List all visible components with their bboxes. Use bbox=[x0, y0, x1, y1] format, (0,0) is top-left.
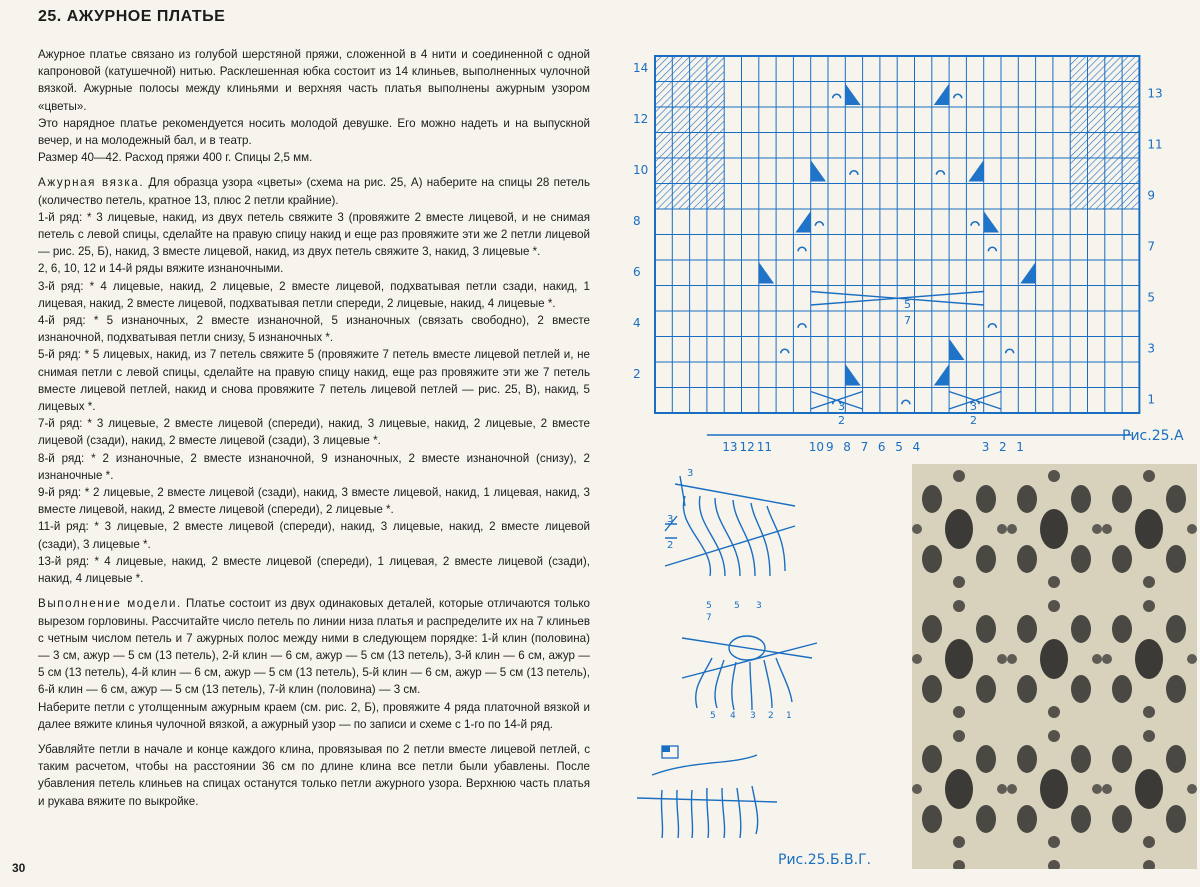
bottom-stitch-number: 1 bbox=[1016, 440, 1024, 454]
bottom-stitch-number: 9 bbox=[826, 440, 834, 454]
decrease-symbol bbox=[795, 211, 810, 233]
model-text: Платье состоит из двух одинаковых деталей, которые отличаются только вырезом горловины. Рассчитайте число петель по линии низа платья и распределите их на 7 клиньев с четным числом петель и 7 ажурных полос между ними в следующем порядке: 1-й клин (половина) — 3 см, ажур — 5 см (13 петель), 2-й клин — 6 см, ажур — 5 см (13 петель), 3-й клин — 6 см, ажур — 5 см (13 петель), 4-й клин — 6 см, ажур — 5 см (13 петель), 5-й клин — 6 см, ажур — 5 см (13 петель), 6-й клин — 6 см, ажур — 5 см (13 петель), 7-й клин (половина) — 3 см. bbox=[38, 597, 590, 697]
yarn-over-symbol bbox=[988, 324, 996, 328]
recommend-paragraph: Это нарядное платье рекомендуется носить молодой девушке. Его можно надеть и на выпускной вечер, и на молодежный бал, и в театр. bbox=[38, 116, 590, 148]
row-8: 8-й ряд: * 2 изнаночные, 2 вместе изнаночной, 9 изнаночных, 2 вместе изнаночной (снизу), 2 изнаночные *. bbox=[38, 451, 590, 482]
figure-g-diagram bbox=[632, 740, 782, 840]
bottom-stitch-number: 7 bbox=[860, 440, 869, 454]
bottom-stitch-number: 4 bbox=[912, 440, 921, 454]
decrease-symbol bbox=[934, 84, 949, 106]
fig-v-bottom-label-4: 2 bbox=[768, 711, 774, 720]
left-row-number: 12 bbox=[633, 112, 649, 126]
chart-grid bbox=[655, 56, 1139, 413]
decrease-symbol bbox=[1020, 262, 1035, 284]
row-even: 2, 6, 10, 12 и 14-й ряды вяжите изнаночными. bbox=[38, 262, 284, 276]
cross-label-row1-right-bottom: 2 bbox=[970, 414, 977, 427]
cross-label-row5-top: 5 bbox=[904, 298, 911, 311]
decrease-symbol bbox=[934, 364, 949, 386]
decrease-symbol bbox=[845, 364, 860, 386]
left-row-number: 14 bbox=[633, 61, 649, 75]
fig-v-top-label-1: 5 bbox=[706, 601, 712, 611]
figure-b-diagram bbox=[655, 466, 805, 586]
row-4: 4-й ряд: * 5 изнаночных, 2 вместе изнаночной, 5 изнаночных (связать свободно), 2 вместе изнаночной, подхватывая петли снизу, 5 изнаночных *. bbox=[38, 314, 590, 345]
fig-v-top-label-2: 7 bbox=[706, 613, 712, 623]
yarn-over-symbol bbox=[815, 222, 823, 226]
right-row-number: 7 bbox=[1147, 239, 1156, 254]
model-paragraph bbox=[38, 595, 590, 698]
decrease-symbol bbox=[968, 160, 983, 182]
yarn-over-symbol bbox=[798, 247, 806, 251]
yarn-over-symbol bbox=[936, 171, 944, 175]
row-9: 9-й ряд: * 2 лицевые, 2 вместе лицевой (сзади), накид, 3 вместе лицевой, накид, 1 лицевая, накид, 3 вместе лицевой, накид, 2 вместе лицевой (спереди), 2 лицевые *. bbox=[38, 486, 590, 517]
fig-b-label-1: 3 bbox=[687, 468, 694, 479]
bottom-stitch-number: 12 bbox=[739, 440, 755, 454]
yarn-over-symbol bbox=[833, 94, 841, 98]
page-number: 30 bbox=[12, 861, 26, 875]
fig-v-bottom-label-5: 1 bbox=[786, 711, 792, 720]
yarn-over-symbol bbox=[902, 400, 910, 404]
right-row-number: 9 bbox=[1147, 188, 1156, 203]
bottom-stitch-number: 10 bbox=[808, 440, 824, 454]
right-row-number: 13 bbox=[1147, 86, 1163, 101]
yarn-over-symbol bbox=[1006, 349, 1014, 353]
lace-intro: Для образца узора «цветы» (схема на рис. 25, А) наберите на спицы 28 петель (количество петель, кратное 13, плюс 2 петли крайние). bbox=[38, 176, 590, 207]
yarn-over-symbol bbox=[954, 94, 962, 98]
fig-v-top-label-3: 5 bbox=[734, 601, 740, 611]
yarn-over-symbol bbox=[850, 171, 858, 175]
model-heading: Выполнение модели. bbox=[38, 597, 182, 611]
cast-on-paragraph: Наберите петли с утолщенным ажурным краем (см. рис. 2, Б), провяжите 4 ряда платочной вязкой и далее вяжите клинья чулочной вязкой, а ажурный узор — по записи и схеме с 1-го по 14-й ряд. bbox=[38, 700, 590, 731]
row-7: 7-й ряд: * 3 лицевые, 2 вместе лицевой (спереди), накид, 3 лицевые, накид, 2 лицевые, 2 вместе лицевой (сзади), накид, 2 вместе лицевой (сзади), 3 лицевые *. bbox=[38, 417, 590, 448]
right-row-number: 1 bbox=[1147, 392, 1156, 407]
bottom-stitch-number: 2 bbox=[999, 440, 1007, 454]
fig-v-bottom-label-3: 3 bbox=[750, 711, 756, 720]
yarn-over-symbol bbox=[798, 324, 806, 328]
yarn-over-symbol bbox=[781, 349, 789, 353]
left-row-number: 8 bbox=[633, 214, 641, 228]
fig-g-fill-icon bbox=[662, 746, 670, 752]
right-row-number: 11 bbox=[1147, 137, 1163, 152]
fig-v-bottom-label-2: 4 bbox=[730, 711, 736, 720]
decrease-paragraph: Убавляйте петли в начале и конце каждого клина, провязывая по 2 петли вместе лицевой петлей, с таким расчетом, чтобы на расстоянии 36 см по длине клина все петли были убавлены. После убавления петель клиньев на спицах останутся только петли ажурного узора. Верхнюю часть платья и рукава вяжите по выкройке. bbox=[38, 742, 590, 808]
figures-caption: Рис.25.Б.В.Г. bbox=[778, 852, 872, 868]
lace-heading: Ажурная вязка. bbox=[38, 176, 145, 190]
lace-sample-photo bbox=[912, 464, 1197, 869]
intro-paragraph: Ажурное платье связано из голубой шерстяной пряжи, сложенной в 4 нити и соединенной с одной капроновой (катушечной) нитью. Расклешенная юбка состоит из 14 клиньев, выполненных чулочной вязкой. Ажурные полосы между клиньями и верхняя часть платья выполнены ажурным узором «цветы». bbox=[38, 48, 590, 113]
cross-label-row1-right-top: 3 bbox=[970, 400, 977, 413]
row-11: 11-й ряд: * 3 лицевые, 2 вместе лицевой (спереди), накид, 3 лицевые, накид, 2 вместе лицевой (сзади), 3 лицевые *. bbox=[38, 520, 590, 551]
fig-v-top-label-4: 3 bbox=[756, 601, 762, 611]
page-title: 25. АЖУРНОЕ ПЛАТЬЕ bbox=[38, 8, 226, 25]
row-3: 3-й ряд: * 4 лицевые, накид, 2 лицевые, 2 вместе лицевой, подхватывая петли сзади, накид, 1 лицевая, накид, 2 вместе лицевой, подхватывая петли спереди, 2 лицевые, накид, 4 лицевые *. bbox=[38, 279, 590, 310]
fig-b-label-3: 2 bbox=[667, 540, 674, 551]
knitting-chart bbox=[620, 48, 1180, 458]
left-row-number: 2 bbox=[633, 367, 641, 381]
left-row-number: 6 bbox=[633, 265, 641, 279]
cross-label-row1-left-top: 3 bbox=[838, 400, 845, 413]
chart-right-row-numbers bbox=[1147, 87, 1162, 407]
size-paragraph: Размер 40—42. Расход пряжи 400 г. Спицы 2,5 мм. bbox=[38, 151, 313, 165]
chart-bottom-stitch-numbers bbox=[707, 435, 1132, 454]
bottom-stitch-number: 5 bbox=[895, 440, 903, 454]
lace-intro-paragraph bbox=[38, 174, 590, 208]
bottom-stitch-number: 3 bbox=[981, 440, 990, 454]
cross-3-from-2-left-symbol bbox=[811, 392, 863, 410]
fig-b-label-2: 3 bbox=[667, 514, 674, 525]
decrease-symbol bbox=[949, 339, 964, 361]
row-1: 1-й ряд: * 3 лицевые, накид, из двух петель свяжите 3 (провяжите 2 вместе лицевой, и не снимая петель с левой спицы, сделайте на правую спицу накид и еще раз провяжите эти же 2 петли лицевой — рис. 25, Б), накид, 3 вместе лицевой, накид, из двух петель свяжите 3, накид, 3 лицевые *. bbox=[38, 210, 590, 259]
left-row-number: 4 bbox=[633, 316, 641, 330]
right-row-number: 3 bbox=[1147, 341, 1156, 356]
chart-left-row-numbers bbox=[633, 61, 648, 381]
figure-v-diagram bbox=[672, 598, 822, 720]
bottom-stitch-number: 11 bbox=[756, 440, 773, 454]
right-row-number: 5 bbox=[1147, 290, 1156, 305]
bottom-stitch-number: 8 bbox=[843, 440, 851, 454]
yarn-over-symbol bbox=[971, 222, 979, 226]
article-text bbox=[38, 46, 590, 810]
decrease-symbol bbox=[984, 211, 999, 233]
cross-label-row5-bottom: 7 bbox=[904, 314, 911, 327]
decrease-symbol bbox=[811, 160, 826, 182]
yarn-over-symbol bbox=[988, 247, 996, 251]
cross-label-row1-left-bottom: 2 bbox=[838, 414, 845, 427]
bottom-stitch-number: 13 bbox=[722, 440, 738, 454]
bottom-stitch-number: 6 bbox=[877, 440, 886, 454]
decrease-symbol bbox=[845, 84, 860, 106]
left-row-number: 10 bbox=[633, 163, 649, 177]
decrease-symbol bbox=[759, 262, 774, 284]
row-5: 5-й ряд: * 5 лицевых, накид, из 7 петель свяжите 5 (провяжите 7 петель вместе лицевой петлей и, не снимая петли с левой спицы, сделайте на правую спицу накид, еще раз провяжите эти же 7 петель вместе лицевой петлей, накид и снова провяжите 7 петель лицевой петлей — рис. 25, В), накид, 5 лицевых *. bbox=[38, 348, 590, 414]
fig-v-bottom-label-1: 5 bbox=[710, 711, 716, 720]
chart-caption: Рис.25.А bbox=[1122, 428, 1184, 444]
row-13: 13-й ряд: * 4 лицевые, накид, 2 вместе лицевой (спереди), 1 лицевая, 2 вместе лицевой (сзади), накид, 4 лицевые *. bbox=[38, 554, 590, 586]
